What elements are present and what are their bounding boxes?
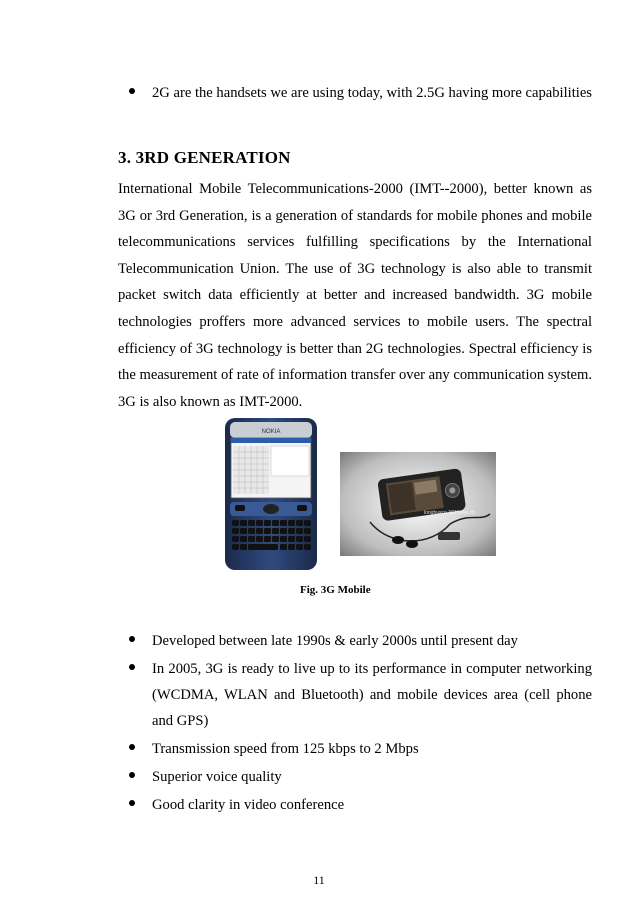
top-bullet-list	[118, 80, 592, 106]
3g-phone-photo	[340, 452, 496, 556]
list-item: Transmission speed from 125 kbps to 2 Mbps	[118, 736, 592, 762]
list-item: Developed between late 1990s & early 2000s until present day	[118, 628, 592, 654]
list-item: Good clarity in video conference	[118, 792, 592, 818]
figure-caption: Fig. 3G Mobile	[300, 584, 371, 596]
list-item: In 2005, 3G is ready to live up to its performance in computer networking (WCDMA, WLAN and Bluetooth) and mobile devices area (cell phone and GPS)	[118, 656, 592, 734]
page-number: 11	[313, 873, 325, 887]
nokia-phone-image	[222, 416, 320, 572]
section-paragraph: International Mobile Telecommunications-2000 (IMT--2000), better known as 3G or 3rd Generation, is a generation of standards for mobile phones and mobile telecommunications services fulfilling specifications by the International Telecommunication Union. The use of 3G technology is also able to transmit packet switch data efficiently at better and increased bandwidth. 3G mobile technologies proffers more advanced services to mobile users. The spectral efficiency of 3G technology is better than 2G technologies. Spectral efficiency is the measurement of rate of information transfer over any communication system. 3G is also known as IMT-2000.	[118, 181, 592, 410]
bottom-bullet-list	[118, 628, 592, 820]
list-item: 2G are the handsets we are using today, with 2.5G having more capabilities	[118, 80, 592, 106]
phone-brand: NOKIA	[261, 429, 281, 435]
section-heading: 3. 3RD GENERATION	[118, 148, 291, 167]
photo-watermark: longhusco.3GHome.ch	[424, 510, 475, 516]
list-item: Superior voice quality	[118, 764, 592, 790]
